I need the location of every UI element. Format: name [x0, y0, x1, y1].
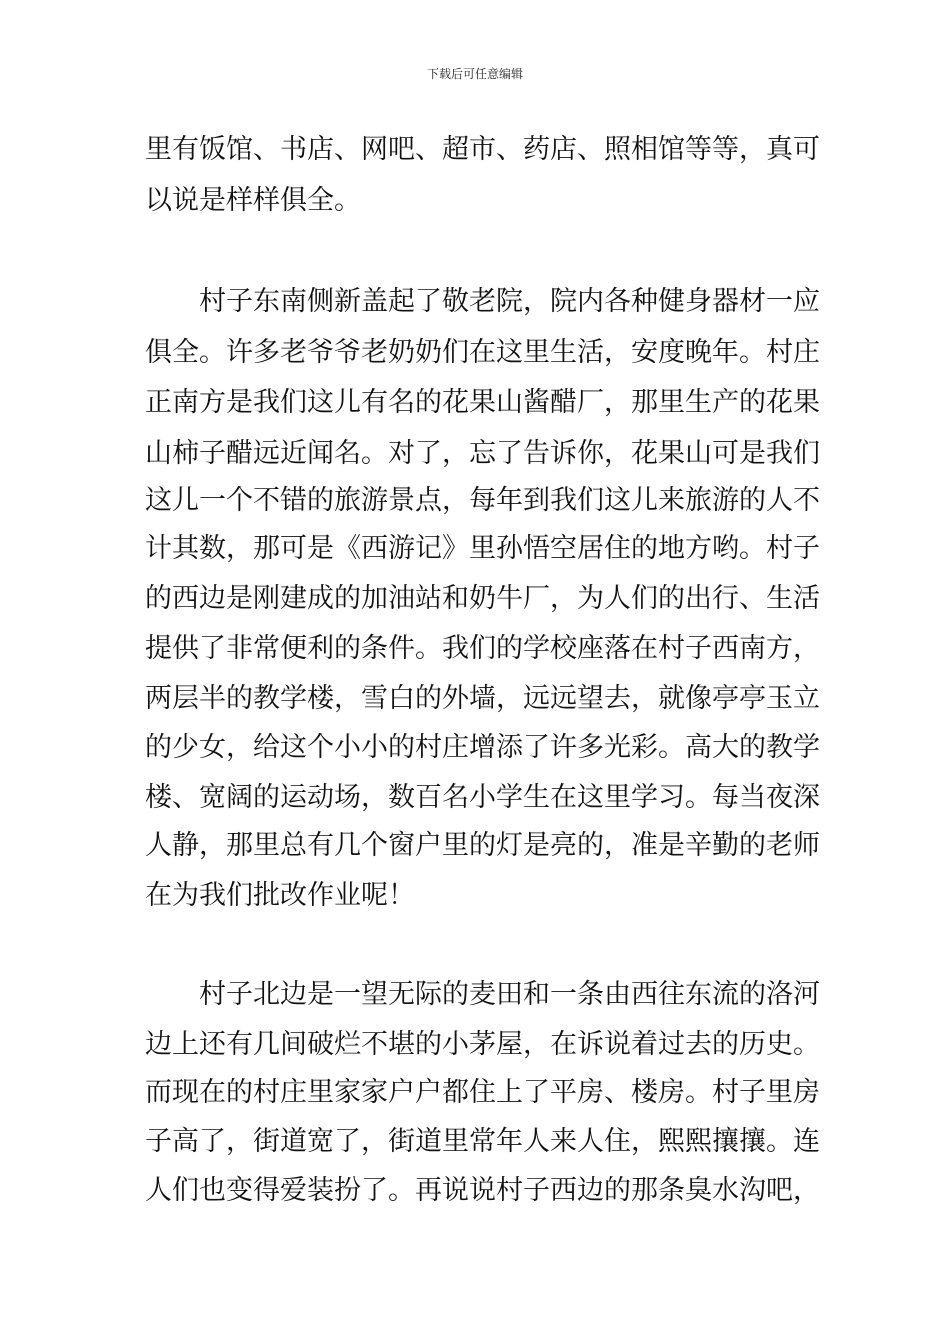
paragraph-2-line-11: 楼、宽阔的运动场，数百名小学生在这里学习。每当夜深 — [145, 782, 820, 813]
paragraph-2-line-1: 村子东南侧新盖起了敬老院，院内各种健身器材一应 — [199, 286, 820, 317]
paragraph-3-line-4: 子高了，街道宽了，街道里常年人来人住，熙熙攘攘。连 — [145, 1126, 820, 1157]
paragraph-3-line-1: 村子北边是一望无际的麦田和一条由西往东流的洛河 — [199, 979, 820, 1010]
paragraph-2-line-9: 两层半的教学楼，雪白的外墙，远远望去，就像亭亭玉立 — [145, 683, 820, 714]
paragraph-2-line-10: 的少女，给这个小小的村庄增添了许多光彩。高大的教学 — [145, 732, 820, 763]
paragraph-2-line-7: 的西边是刚建成的加油站和奶牛厂，为人们的出行、生活 — [145, 583, 820, 614]
paragraph-2-line-13: 在为我们批改作业呢！ — [145, 880, 415, 911]
paragraph-3-line-2: 边上还有几间破烂不堪的小茅屋，在诉说着过去的历史。 — [145, 1029, 820, 1060]
paragraph-2-line-5: 这儿一个不错的旅游景点，每年到我们这儿来旅游的人不 — [145, 485, 820, 516]
paragraph-2-line-3: 正南方是我们这儿有名的花果山酱醋厂，那里生产的花果 — [145, 387, 820, 418]
paragraph-2-line-4: 山柿子醋远近闻名。对了，忘了告诉你，花果山可是我们 — [145, 438, 820, 469]
paragraph-2-line-2: 俱全。许多老爷爷老奶奶们在这里生活，安度晚年。村庄 — [145, 337, 820, 368]
paragraph-1-line-2: 以说是样样俱全。 — [145, 185, 361, 216]
paragraph-3-line-3: 而现在的村庄里家家户户都住上了平房、楼房。村子里房 — [145, 1077, 820, 1108]
paragraph-2-line-6: 计其数，那可是《西游记》里孙悟空居住的地方哟。村子 — [145, 533, 820, 564]
page-header: 下载后可任意编辑 — [426, 67, 523, 81]
paragraph-2-line-12: 人静，那里总有几个窗户里的灯是亮的，准是辛勤的老师 — [145, 830, 820, 861]
paragraph-2-line-8: 提供了非常便利的条件。我们的学校座落在村子西南方， — [145, 633, 820, 664]
paragraph-3-line-5: 人们也变得爱装扮了。再说说村子西边的那条臭水沟吧， — [145, 1175, 820, 1206]
paragraph-1-line-1: 里有饭馆、书店、网吧、超市、药店、照相馆等等，真可 — [145, 134, 820, 165]
